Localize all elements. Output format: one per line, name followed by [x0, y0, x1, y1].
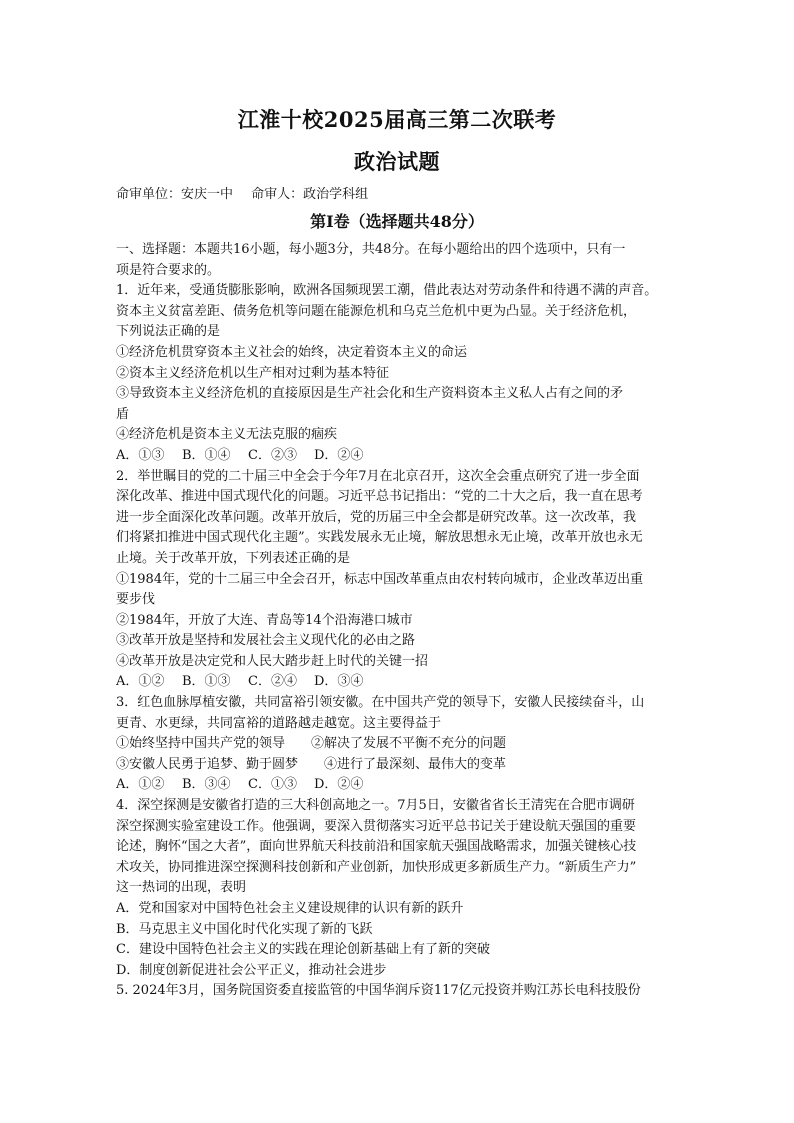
text-line: 要步伐 — [116, 592, 156, 608]
question-body — [116, 240, 684, 1002]
option: B．①④ — [182, 447, 231, 463]
text-line: 1．近年来，受通货膨胀影响，欧洲各国频现罢工潮，借此表达对劳动条件和待遇不满的声音。 — [116, 283, 658, 299]
q2-options — [116, 672, 684, 693]
option: B．①③ — [182, 674, 231, 690]
text-line: ②1984年，开放了大连、青岛等14个沿海港口城市 — [116, 612, 413, 628]
option: D．②④ — [314, 447, 364, 463]
option: B．③④ — [182, 777, 231, 793]
text-line: 术攻关，协同推进深空探测科技创新和产业创新，加快形成更多新质生产力。“新质生产力” — [116, 859, 637, 875]
text-line: ④改革开放是决定党和人民大踏步赶上时代的关键一招 — [116, 653, 429, 669]
text-line: 2．举世瞩目的党的二十届三中全会于今年7月在北京召开，这次全会重点研究了进一步全面 — [116, 468, 640, 484]
author-reviewer: 命审人：政治学科组 — [251, 187, 369, 202]
text-line: B．马克思主义中国化时代化实现了新的飞跃 — [116, 921, 373, 937]
option: D．②④ — [314, 777, 364, 793]
subject-title: 政治试题 — [354, 149, 440, 174]
option: C．②③ — [248, 447, 297, 463]
option: A．①② — [116, 777, 165, 793]
text-line: 深化改革、推进中国式现代化的问题。习近平总书记指出：“党的二十大之后，我一直在思考 — [116, 489, 643, 505]
text-line: ③改革开放是坚持和发展社会主义现代化的必由之路 — [116, 633, 416, 649]
text-line: ①始终坚持中国共产党的领导 ②解决了发展不平衡不充分的问题 — [116, 736, 507, 752]
text-line: 一、选择题：本题共16小题，每小题3分，共48分。在每小题给出的四个选项中，只有一 — [116, 242, 626, 257]
text-line: ④经济危机是资本主义无法克服的痼疾 — [116, 427, 338, 443]
text-line: 进一步全面深化改革问题。改革开放后，党的历届三中全会都是研究改革。这一次改革，我 — [116, 509, 637, 525]
text-line: 资本主义贫富差距、债务危机等问题在能源危机和乌克兰危机中更为凸显。关于经济危机， — [116, 303, 637, 319]
option: C．①③ — [248, 777, 297, 793]
text-line: 下列说法正确的是 — [116, 324, 221, 340]
text-line: 项是符合要求的。 — [116, 262, 221, 278]
text-line: ①经济危机贯穿资本主义社会的始终，决定着资本主义的命运 — [116, 344, 468, 360]
text-line: ③导致资本主义经济危机的直接原因是生产社会化和生产资料资本主义私人占有之间的矛 — [116, 386, 624, 402]
text-line: 们将紧扣推进中国式现代化主题”。实践发展永无止境，解放思想永无止境，改革开放也永无 — [116, 530, 643, 546]
exam-meta — [116, 183, 382, 202]
author-unit: 命审单位：安庆一中 — [116, 187, 234, 202]
text-line: C．建设中国特色社会主义的实践在理论创新基础上有了新的突破 — [116, 942, 490, 958]
text-line: 止境。关于改革开放，下列表述正确的是 — [116, 550, 351, 566]
option: D．③④ — [314, 674, 364, 690]
text-line: 盾 — [116, 406, 130, 422]
text-line: D．制度创新促进社会公平正义，推动社会进步 — [116, 962, 387, 978]
text-line: A．党和国家对中国特色社会主义建设规律的认识有新的跃升 — [116, 901, 464, 916]
text-line: 更青、水更绿，共同富裕的道路越走越宽。这主要得益于 — [116, 715, 442, 731]
text-line: 深空探测实验室建设工作。他强调，要深入贯彻落实习近平总书记关于建设航天强国的重要 — [116, 818, 637, 834]
text-line: 这一热词的出现，表明 — [116, 880, 247, 896]
q1-options — [116, 446, 684, 467]
text-line: 论述，胸怀“国之大者”，面向世界航天科技前沿和国家航天强国战略需求，加强关键核心技 — [116, 839, 637, 855]
option: A．①③ — [116, 447, 165, 463]
text-line: 3．红色血脉厚植安徽，共同富裕引领安徽。在中国共产党的领导下，安徽人民接续奋斗，山 — [116, 695, 645, 711]
exam-title: 江淮十校2025届高三第二次联考 — [237, 107, 557, 132]
q3-options — [116, 775, 684, 796]
option: C．②④ — [248, 674, 297, 690]
text-line: ③安徽人民勇于追梦、勤于圆梦 ④进行了最深刻、最伟大的变革 — [116, 756, 507, 772]
text-line: 5. 2024年3月，国务院国资委直接监管的中国华润斥资117亿元投资并购江苏长电科技股份 — [116, 983, 641, 999]
text-line: ①1984年，党的十二届三中全会召开，标志中国改革重点由农村转向城市，企业改革迈出重 — [116, 571, 644, 587]
option: A．①② — [116, 674, 165, 690]
section-heading: 第Ⅰ卷（选择题共48分） — [310, 212, 484, 231]
text-line: ②资本主义经济危机以生产相对过剩为基本特征 — [116, 365, 390, 381]
text-line: 4．深空探测是安徽省打造的三大科创高地之一。7月5日，安徽省省长王清宪在合肥市调研 — [116, 798, 635, 814]
